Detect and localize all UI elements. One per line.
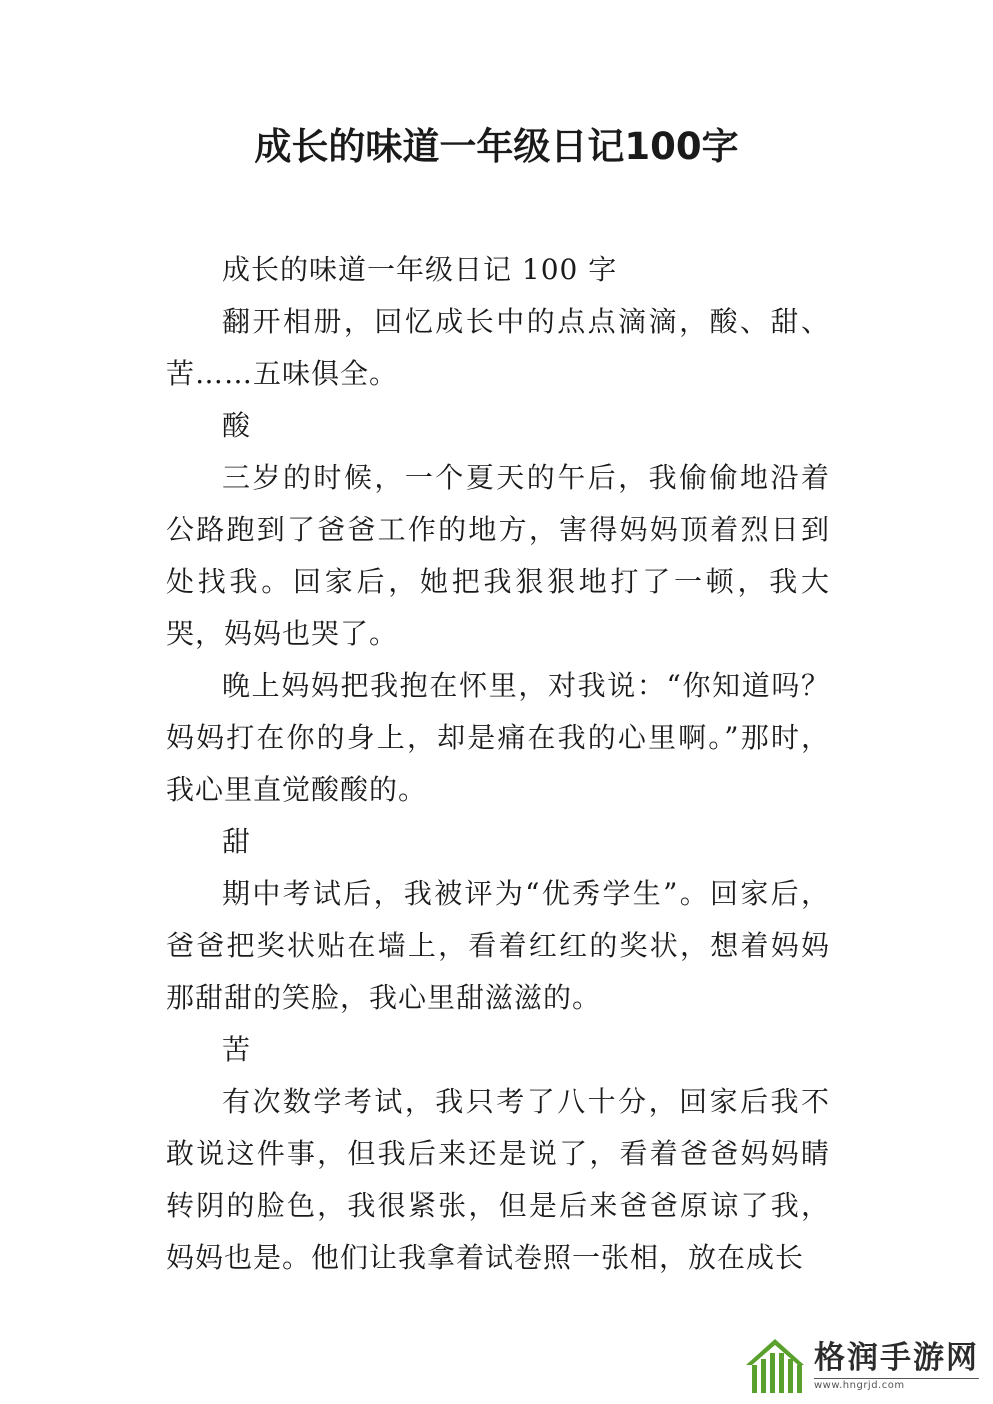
- document-title: 成长的味道一年级日记100字: [254, 125, 739, 168]
- section-heading-sweet: 甜: [222, 825, 252, 858]
- watermark-site-name: 格润手游网: [814, 1340, 979, 1376]
- paragraph-heading-repeat: 成长的味道一年级日记 100 字: [222, 253, 618, 286]
- paragraph-sweet: 期中考试后，我被评为“优秀学生”。回家后，爸爸把奖状贴在墙上，看着红红的奖状，想着妈妈那甜甜的笑脸，我心里甜滋滋的。: [166, 877, 830, 1014]
- paragraph-sour-2: 晚上妈妈把我抱在怀里，对我说：“你知道吗？妈妈打在你的身上，却是痛在我的心里啊。”那时，我心里直觉酸酸的。: [166, 669, 830, 806]
- paragraph-intro: 翻开相册，回忆成长中的点点滴滴，酸、甜、苦……五味俱全。: [166, 305, 830, 390]
- section-heading-bitter: 苦: [222, 1033, 252, 1066]
- paragraph-bitter: 有次数学考试，我只考了八十分，回家后我不敢说这件事，但我后来还是说了，看着爸爸妈妈睛转阴的脸色，我很紧张，但是后来爸爸原谅了我，妈妈也是。他们让我拿着试卷照一张相，放在成长: [166, 1085, 830, 1274]
- watermark-site-url: www.hngrjd.com: [814, 1378, 979, 1392]
- section-heading-sour: 酸: [222, 409, 252, 442]
- watermark-text: [814, 1340, 979, 1392]
- house-stripes-logo-icon: [742, 1335, 808, 1397]
- site-watermark: [742, 1334, 987, 1398]
- document-body: [166, 244, 830, 1284]
- paragraph-sour-1: 三岁的时候，一个夏天的午后，我偷偷地沿着公路跑到了爸爸工作的地方，害得妈妈顶着烈日到处找我。回家后，她把我狠狠地打了一顿，我大哭，妈妈也哭了。: [166, 461, 830, 650]
